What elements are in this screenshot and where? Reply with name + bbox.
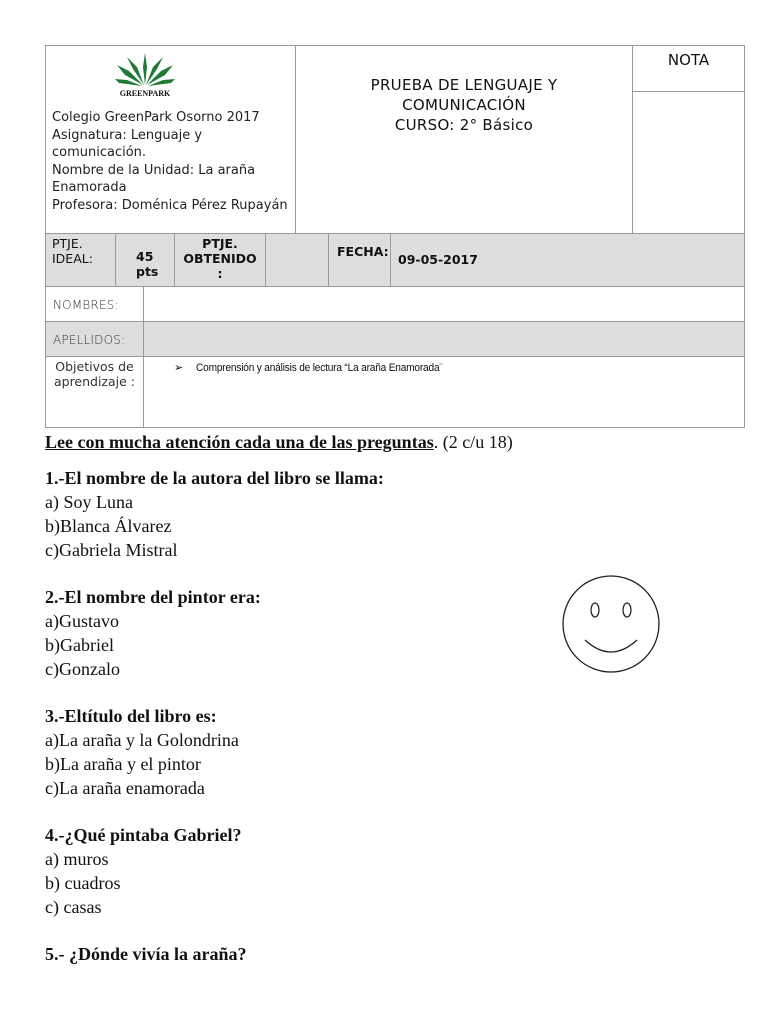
ideal-value-cell xyxy=(115,233,175,287)
date-label-cell xyxy=(328,233,391,287)
ideal-label-cell xyxy=(45,233,116,287)
option-c: c)Gabriela Mistral xyxy=(45,540,178,560)
obtained-label-cell xyxy=(174,233,266,287)
option-b: b) cuadros xyxy=(45,873,121,893)
names-field[interactable] xyxy=(143,286,745,322)
logo-text: GREENPARK xyxy=(119,89,171,98)
surnames-label-cell xyxy=(45,321,144,357)
objective-text: Comprensión y análisis de lectura “La araña Enamorada¨ xyxy=(196,362,443,374)
header-table xyxy=(45,45,745,428)
surnames-field[interactable] xyxy=(143,321,745,357)
question-4 xyxy=(45,823,242,919)
option-c: c)La araña enamorada xyxy=(45,778,205,798)
school-details xyxy=(52,109,292,214)
option-b: b)La araña y el pintor xyxy=(45,754,201,774)
question-title: 2.-El nombre del pintor era: xyxy=(45,587,261,607)
obtained-label: PTJE. OBTENIDO : xyxy=(183,236,257,281)
question-title: 5.- ¿Dónde vivía la araña? xyxy=(45,944,247,964)
objectives-label-cell xyxy=(45,356,144,428)
nota-value-cell[interactable] xyxy=(632,91,745,234)
option-a: a) muros xyxy=(45,849,109,869)
question-2 xyxy=(45,585,261,681)
ideal-label: PTJE. IDEAL: xyxy=(52,236,93,266)
school-name: Colegio GreenPark Osorno 2017 xyxy=(52,110,260,125)
option-a: a) Soy Luna xyxy=(45,492,133,512)
school-info-cell xyxy=(45,45,296,234)
title-cell xyxy=(295,45,633,234)
question-title: 4.-¿Qué pintaba Gabriel? xyxy=(45,825,242,845)
smiley-face-icon xyxy=(561,574,661,674)
page-title xyxy=(296,75,632,135)
date-value-cell xyxy=(390,233,745,287)
question-title: 3.-Eltítulo del libro es: xyxy=(45,706,217,726)
instructions-main: Lee con mucha atención cada una de las preguntas xyxy=(45,432,434,452)
question-5 xyxy=(45,942,247,966)
subject: Asignatura: Lenguaje y comunicación. xyxy=(52,127,203,160)
objectives-label: Objetivos de aprendizaje : xyxy=(53,359,136,389)
question-1 xyxy=(45,466,384,562)
option-b: b)Gabriel xyxy=(45,635,114,655)
option-c: c)Gonzalo xyxy=(45,659,120,679)
surnames-label: APELLIDOS: xyxy=(53,333,126,347)
names-label: NOMBRES: xyxy=(53,298,119,312)
names-label-cell xyxy=(45,286,144,322)
instructions xyxy=(45,430,513,454)
title-line-3: CURSO: 2° Básico xyxy=(394,116,534,134)
question-title: 1.-El nombre de la autora del libro se llama: xyxy=(45,468,384,488)
date-value: 09-05-2017 xyxy=(398,252,478,267)
date-label: FECHA: xyxy=(337,244,389,259)
ideal-value: 45 pts xyxy=(136,249,159,279)
nota-label-cell xyxy=(632,45,745,92)
option-b: b)Blanca Álvarez xyxy=(45,516,172,536)
unit-name: Nombre de la Unidad: La araña Enamorada xyxy=(52,162,256,195)
title-line-1: PRUEBA DE LENGUAJE Y xyxy=(370,76,558,94)
option-a: a)Gustavo xyxy=(45,611,119,631)
obtained-value-cell[interactable] xyxy=(265,233,329,287)
question-3 xyxy=(45,704,239,800)
teacher-name: Profesora: Doménica Pérez Rupayán xyxy=(52,197,288,213)
nota-label: NOTA xyxy=(667,51,710,69)
option-a: a)La araña y la Golondrina xyxy=(45,730,239,750)
option-c: c) casas xyxy=(45,897,102,917)
greenpark-logo-icon xyxy=(113,49,177,99)
bullet-arrow-icon: ➢ xyxy=(174,361,184,374)
title-line-2: COMUNICACIÓN xyxy=(402,96,526,114)
objectives-cell xyxy=(143,356,745,428)
instructions-points: . (2 c/u 18) xyxy=(433,432,513,452)
